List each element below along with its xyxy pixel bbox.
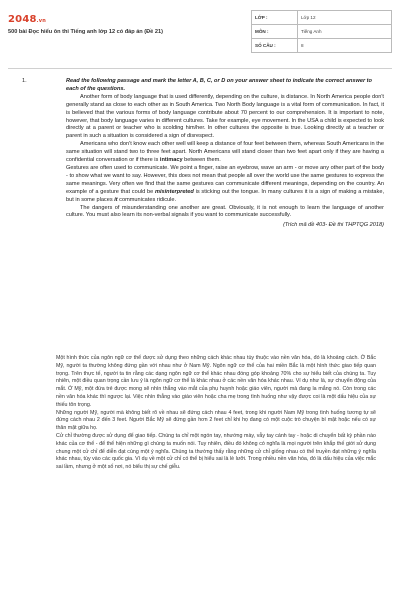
- info-table: [251, 10, 392, 53]
- reading-passage: [66, 94, 384, 221]
- highlighted-word: misinterpreted: [154, 188, 194, 195]
- document-title: 500 bài Đọc hiểu ôn thi Tiếng anh lớp 12 có đáp án (Đề 21): [8, 29, 163, 35]
- header-divider: [8, 68, 392, 69]
- info-label: SỐ CÂU :: [252, 39, 298, 53]
- site-logo[interactable]: 2048.vn: [8, 14, 46, 25]
- passage-source: (Trích mã đề 403- Đề thi THPTQG 2018): [283, 222, 384, 229]
- translation-section: [56, 355, 376, 472]
- info-row-question-count: [252, 39, 392, 53]
- info-value: Lớp 12: [298, 11, 392, 25]
- info-row-class: [252, 11, 392, 25]
- page-header: [0, 0, 400, 62]
- info-label: MÔN :: [252, 25, 298, 39]
- passage-paragraph: Another form of body language that is used differently, depending on the culture, is distance. In North America people don't generally stand as close to each other as in South America. Two North Body language is a vital form of communication. In fact, it is believed that the various forms of body language contribute about 70 percent to our comprehension. It is important to note, however, that body language varies in different cultures. Take for example, eye movement. In the USA a child is expected to look directly at a parent or teacher who is scolding him/her. In other cultures the opposite is true. Looking directly at a teacher or parent in such a situation is considered a sign of disrespect.: [66, 93, 384, 140]
- highlighted-word: it: [114, 196, 118, 203]
- translation-paragraph: Những người Mỹ, người mà không biết rõ về nhau sẽ đứng cách nhau 4 feet, trong khi người Nam Mỹ trong tình huống tương tự sẽ đứng cách nhau 2 đến 3 feet. Người Bắc Mỹ sẽ đứng gần hơn 2 feet chỉ khi họ đang có một cuộc trò chuyện bí mật hoặc nếu có sự thân mật giữa họ.: [56, 409, 376, 432]
- passage-paragraph: Gestures are often used to communicate. We point a finger, raise an eyebrow, wave an arm - or move any other part of the body - to show what we want to say. However, this does not mean that people all over the world use the same gestures to express the same meanings. Very often we find that the same gestures can communicate different meanings, depending on the country. An example of a gesture that could be misinterpreted is sticking out the tongue. In many cultures it is a sign of making a mistake, but in some places it communicates ridicule.: [66, 164, 384, 203]
- question-body: [66, 78, 384, 230]
- passage-paragraph: The dangers of misunderstanding one another are great. Obviously, it is not enough to learn the language of another culture. You must also learn its non-verbal signals if you want to communicate successfully.: [66, 204, 384, 219]
- info-row-subject: [252, 25, 392, 39]
- highlighted-word: intimacy: [159, 157, 183, 164]
- passage-paragraph: Americans who don't know each other well will keep a distance of four feet between them, whereas South Americans in the same situation will stand two to three feet apart. North Americans will stand closer than two feet apart only if they are having a confidential conversation or if there is intimacy between them.: [66, 141, 384, 164]
- info-value: 8: [298, 39, 392, 53]
- question-instruction: Read the following passage and mark the letter A, B, C, or D on your answer sheet to indicate the correct answer to each of the questions.: [66, 78, 372, 92]
- translation-paragraph: Cử chỉ thường được sử dụng để giao tiếp. Chúng ta chỉ một ngón tay, nhướng mày, vẫy tay cánh tay - hoặc di chuyển bất kỳ phần nào khác của cơ thể - để thể hiện những gì chúng ta muốn nói. Tuy nhiên, điều đó không có nghĩa là mọi người trên khắp thế giới sử dụng chung một cử chỉ để diễn đạt cùng một ý nghĩa. Chúng ta thường thấy rằng những cử chỉ giống nhau có thể truyền đạt những ý nghĩa khác nhau, tùy vào các quốc gia. Ví dụ về một cử chỉ có thể bị hiểu sai là lè lưỡi. Trong nhiều nền văn hóa, đó là dấu hiệu của việc mắc sai lầm, nhưng ở một số nơi, nó biểu thị sự chế giễu.: [56, 432, 376, 471]
- info-label: LỚP :: [252, 11, 298, 25]
- info-value: Tiếng Anh: [298, 25, 392, 39]
- translation-paragraph: Một hình thức của ngôn ngữ cơ thể được sử dụng theo những cách khác nhau tùy thuộc vào nền văn hóa, đó là khoảng cách. Ở Bắc Mỹ, người ta thường không đứng gần với nhau như ở Nam Mỹ. Ngôn ngữ cơ thể của hai miền Bắc là một hình thức giao tiếp quan trọng. Trên thực tế, người ta tin rằng các dạng ngôn ngữ cơ thể khác nhau đóng góp khoảng 70% cho sự hiểu biết của chúng ta. Tuy nhiên, một điều quan trọng cần lưu ý là ngôn ngữ cơ thể là khác nhau ở các nền văn hóa khác nhau. Ví dụ như là, sự chuyển động của mắt. Ở Mỹ, một đứa trẻ được mong sẽ nhìn thẳng vào mắt của phụ huynh hoặc giáo viên, người mà đang la mắng nó. Còn trong các nền văn hóa khác thì ngược lại. Việc nhìn thẳng vào giáo viên hoặc cha mẹ trong tình huống như vậy được coi là một dấu hiệu của sự thiếu tôn trọng.: [56, 355, 376, 408]
- question-number: 1.: [22, 78, 27, 84]
